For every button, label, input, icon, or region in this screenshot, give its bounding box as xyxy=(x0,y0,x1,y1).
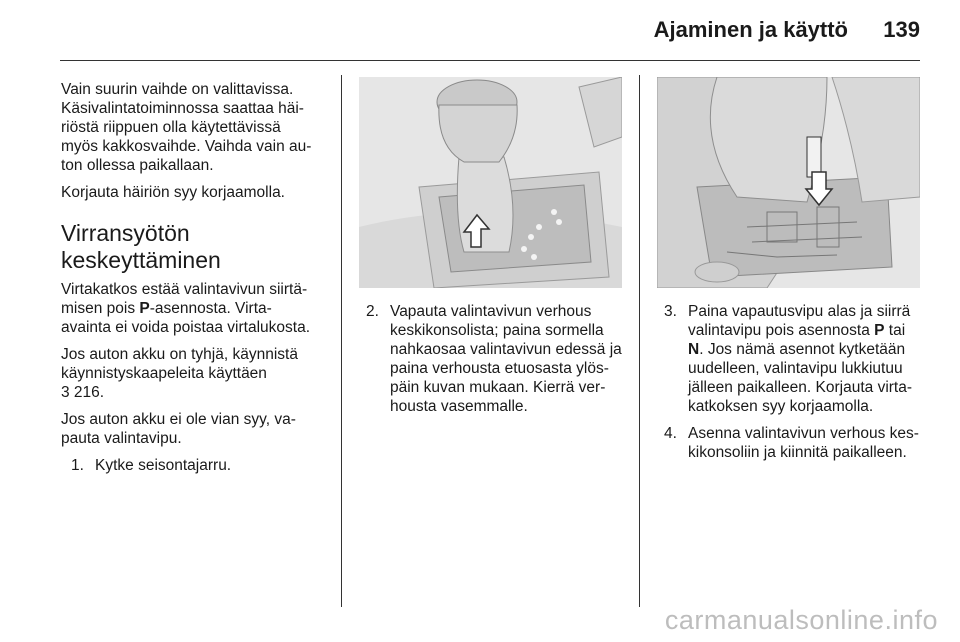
column-1 xyxy=(61,80,333,483)
page-number: 139 xyxy=(883,17,920,42)
figure-release-lever xyxy=(657,77,920,288)
chapter-title: Ajaminen ja käyttö xyxy=(653,17,848,42)
column-divider-2 xyxy=(639,75,640,607)
step-4: 4. Asenna valintavivun verhous kes- kikonsoliin ja kiinnitä paikalleen. xyxy=(664,425,919,461)
paragraph-battery: Jos auton akku on tyhjä, käynnistä käynnistyskaapeleita käyttäen 3 216. xyxy=(61,346,298,401)
page-header xyxy=(0,0,960,62)
paragraph-gear-info: Vain suurin vaihde on valittavissa. Käsivalintatoiminnossa saattaa häi- riöstä riippuen olla käytettävissä myös kakkosvaihde. Vaihda vain au- ton ollessa paikallaan. xyxy=(61,81,312,174)
column-3 xyxy=(664,302,932,470)
step-1: 1. Kytke seisontajarru. xyxy=(71,457,232,474)
header-rule xyxy=(60,60,920,61)
column-divider-1 xyxy=(341,75,342,607)
paragraph-release: Jos auton akku ei ole vian syy, va- pauta valintavipu. xyxy=(61,411,296,447)
figure-gear-lever xyxy=(359,77,622,288)
page-reference-link[interactable]: 3 216. xyxy=(61,384,105,401)
paragraph-power-cut: Virtakatkos estää valintavivun siirtä- misen pois P-asennosta. Virta- avainta ei voida poistaa virtalukosta. xyxy=(61,281,311,336)
section-heading: Virransyötön keskeyttäminen xyxy=(61,220,221,273)
paragraph-repair: Korjauta häiriön syy korjaamolla. xyxy=(61,184,285,201)
step-3: 3. Paina vapautusvipu alas ja siirrä valintavipu pois asennosta P tai N. Jos nämä asennot kytketään uudelleen, valintavipu lukkiutuu jälleen paikalleen. Korjauta virta- katkoksen syy korjaamolla. xyxy=(664,303,913,415)
column-2 xyxy=(366,302,631,424)
step-2: 2. Vapauta valintavivun verhous keskikonsolista; paina sormella nahkaosaa valintavivun edessä ja paina verhousta etuosasta ylös- päin kuvan mukaan. Kierrä ver- housta vasemmalle. xyxy=(366,303,622,415)
watermark: carmanualsonline.info xyxy=(664,605,938,635)
